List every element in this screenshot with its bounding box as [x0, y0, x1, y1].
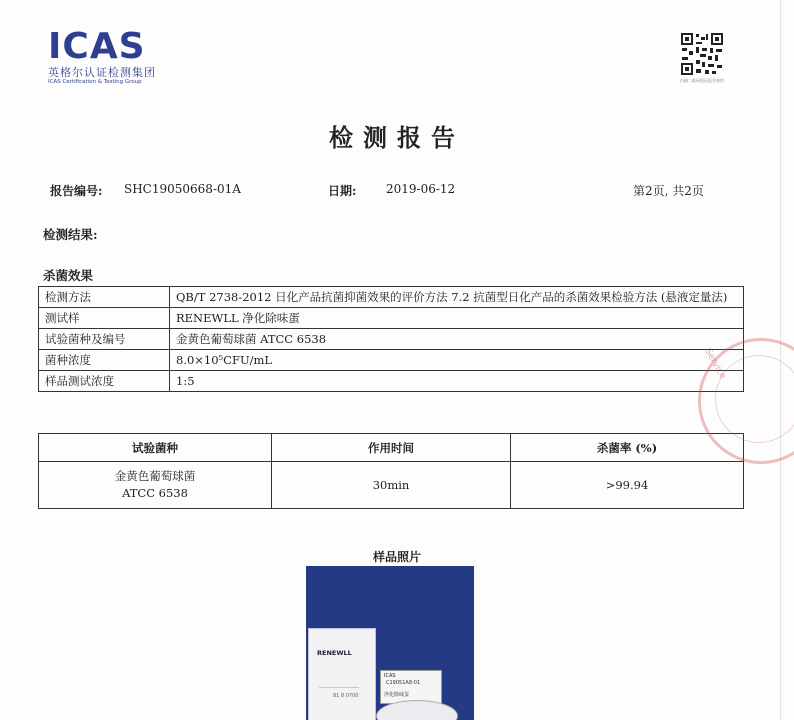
product-box	[308, 628, 376, 720]
qr-code-icon	[680, 32, 724, 76]
product-brand: RENEWLL	[317, 649, 352, 657]
table-row	[39, 462, 744, 509]
report-number-label: 报告编号:	[50, 184, 103, 198]
strain-cell	[39, 462, 272, 509]
page-number: 第2页, 共2页	[633, 184, 704, 198]
logo-english-name: ICAS Certification & Testing Group	[48, 79, 142, 85]
sample-label-name: 净化除味蛋	[384, 692, 410, 698]
column-header: 试验菌种	[39, 434, 272, 462]
info-value: 8.0×10⁵CFU/mL	[170, 350, 744, 371]
rate-cell: >99.94	[511, 462, 744, 509]
report-number: SHC19050668-01A	[124, 182, 241, 196]
strain-name: 金黄色葡萄球菌	[114, 469, 196, 483]
qr-caption: 扫描二维码验证报告真伪	[680, 78, 724, 83]
result-table	[38, 433, 744, 509]
strain-code: ATCC 6538	[122, 486, 188, 500]
results-heading: 检测结果:	[43, 227, 98, 242]
sample-label-code: C19051A8-01	[386, 680, 421, 686]
info-value: 1:5	[170, 371, 744, 392]
info-value: RENEWLL 净化除味蛋	[170, 308, 744, 329]
time-cell: 30min	[272, 462, 511, 509]
info-value: 金黄色葡萄球菌 ATCC 6538	[170, 329, 744, 350]
info-key: 试验菌种及编号	[39, 329, 170, 350]
table-row	[39, 350, 744, 371]
table-header-row	[39, 434, 744, 462]
column-header: 杀菌率 (%)	[511, 434, 744, 462]
logo-wordmark: ICAS	[48, 26, 146, 67]
seal-text: Service	[702, 347, 728, 381]
info-value: QB/T 2738-2012 日化产品抗菌抑菌效果的评价方法 7.2 抗菌型日化产品的杀菌效果检验方法 (悬液定量法)	[170, 287, 744, 308]
info-key: 测试样	[39, 308, 170, 329]
table-row	[39, 287, 744, 308]
photo-heading: 样品照片	[372, 550, 421, 564]
info-key: 样品测试浓度	[39, 371, 170, 392]
product-divider	[319, 687, 359, 688]
sterilization-heading: 杀菌效果	[43, 268, 94, 283]
report-date: 2019-06-12	[386, 182, 456, 196]
sample-photo	[306, 566, 474, 720]
page-title: 检测报告	[329, 123, 465, 152]
table-row	[39, 308, 744, 329]
table-row	[39, 329, 744, 350]
table-row	[39, 371, 744, 392]
seal-inner-ring	[715, 355, 794, 443]
sample-label	[380, 670, 442, 704]
test-info-table	[38, 286, 744, 392]
sample-label-org: ICAS	[384, 673, 396, 679]
logo-chinese-name: 英格尔认证检测集团	[48, 66, 156, 79]
icas-logo	[48, 28, 168, 86]
date-label: 日期:	[328, 184, 357, 198]
column-header: 作用时间	[272, 434, 511, 462]
product-box-code: 81 8 0700	[333, 693, 359, 699]
info-key: 菌种浓度	[39, 350, 170, 371]
info-key: 检测方法	[39, 287, 170, 308]
